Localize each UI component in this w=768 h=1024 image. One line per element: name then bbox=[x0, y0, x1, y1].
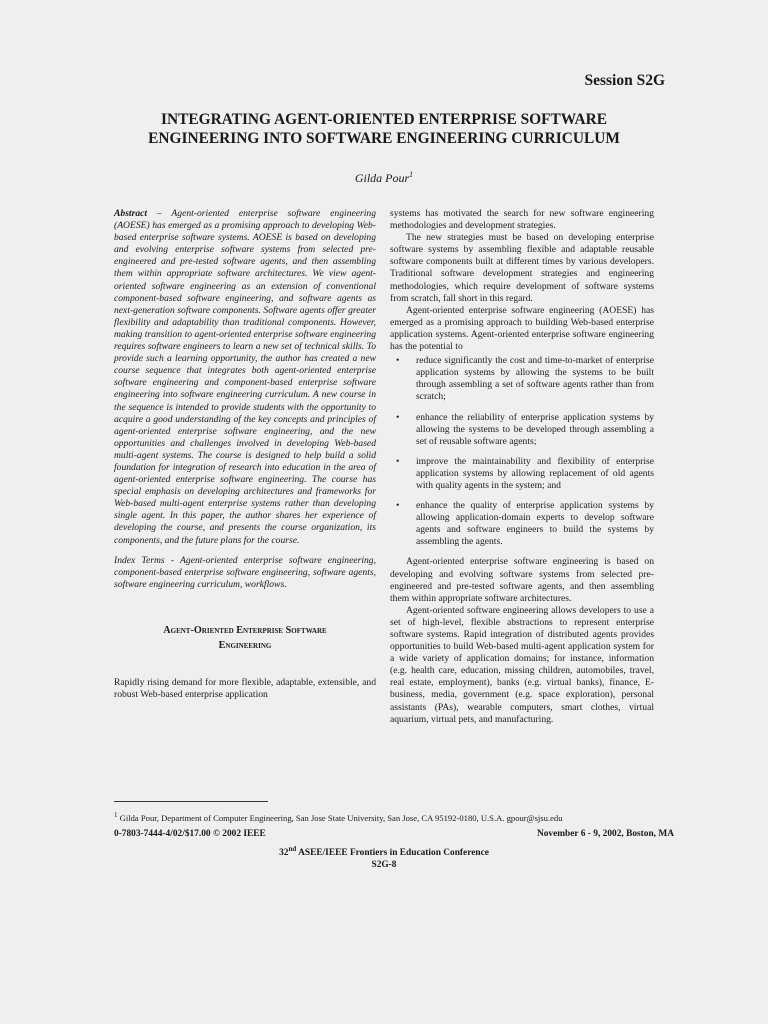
list-item bbox=[390, 456, 654, 492]
session-label: Session S2G bbox=[584, 72, 665, 89]
abstract-label-wrap bbox=[114, 208, 147, 219]
abstract bbox=[114, 208, 376, 547]
abstract-label: Abstract bbox=[114, 208, 148, 219]
right-column bbox=[390, 208, 654, 726]
footnote-divider bbox=[114, 801, 268, 802]
paper-title bbox=[100, 110, 668, 148]
paragraph-strategies: The new strategies must be based on developing enterprise software systems by assembling flexible and adaptable reusable software components built at different times by various developers. Traditional software development strategies and engineering methodologies, which require development of software systems from scratch, fall short in this regard. bbox=[390, 232, 654, 304]
list-item bbox=[390, 412, 654, 448]
index-terms: Index Terms - Agent-oriented enterprise software engineering, component-based enterprise software engineering, software agents, software engineering curriculum, workflows. bbox=[114, 554, 376, 590]
footer-line bbox=[114, 829, 674, 839]
footer-isbn: 0-7803-7444-4/02/$17.00 © 2002 IEEE bbox=[114, 829, 266, 839]
bullet-icon: • bbox=[396, 455, 400, 467]
left-column bbox=[114, 208, 376, 701]
abstract-text: – Agent-oriented enterprise software engineering (AOESE) has emerged as a promising approach to developing Web-based enterprise software systems. AOESE is based on developing and evolving enterprise software systems from selected pre-engineered and pre-tested software agents, and then assembling them within appropriate software architectures. We view agent-oriented software engineering as an extension of conventional component-based software engineering, and software agents as next-generation software components. Software agents offer greater flexibility and adaptability than traditional components. However, making transition to agent-oriented enterprise software engineering requires software engineers to learn a new set of technical skills. To provide such a learning opportunity, the author has created a new course sequence that integrates both agent-oriented enterprise software engineering and component-based enterprise software engineering into software engineering curriculum. A new course in the sequence is intended to provide students with the opportunity to acquire a good understanding of the key concepts and principles of agent-oriented enterprise software engineering, and the new opportunities and challenges involved in developing Web-based multi-agent systems. The course is designed to help build a solid foundation for integration of research into education in the area of agent-oriented enterprise software engineering. The course has special emphasis on developing architectures and frameworks for Web-based multi-agent enterprise systems rather than developing single agent. In this paper, the author shares her experience of developing the course, and presents the course organization, its components, and the future plans for the course. bbox=[114, 208, 376, 546]
bullet-icon: • bbox=[396, 355, 400, 367]
section-heading-line-2: Engineering bbox=[218, 639, 272, 651]
list-item bbox=[390, 500, 654, 548]
footer-date-location: November 6 - 9, 2002, Boston, MA bbox=[536, 829, 674, 839]
list-item bbox=[390, 355, 654, 403]
list-item-text: reduce significantly the cost and time-to-market of enterprise application systems by allowing the systems to be built through assembling a set of software agents rather than from scratch; bbox=[416, 355, 654, 403]
bullet-icon: • bbox=[396, 411, 400, 423]
author-footnote-marker: 1 bbox=[409, 170, 414, 179]
list-item-text: improve the maintainability and flexibility of enterprise application systems by allowing replacement of old agents with quality agents in the system; and bbox=[416, 455, 654, 491]
title-line-2: ENGINEERING INTO SOFTWARE ENGINEERING CURRICULUM bbox=[148, 130, 620, 147]
title-line-1: INTEGRATING AGENT-ORIENTED ENTERPRISE SOFTWARE bbox=[160, 111, 607, 128]
section-heading bbox=[114, 623, 376, 653]
paragraph-continued: systems has motivated the search for new software engineering methodologies and development strategies. bbox=[390, 208, 654, 232]
conference-ordinal-suffix: nd bbox=[288, 845, 297, 853]
author-byline bbox=[0, 170, 768, 186]
conference-name bbox=[0, 845, 768, 858]
potential-list bbox=[390, 355, 654, 548]
author-name: Gilda Pour bbox=[354, 171, 410, 185]
list-item-text: enhance the quality of enterprise application systems by allowing application-domain experts to develop software agents and software engineers to build the systems by assembling the agents. bbox=[416, 500, 654, 548]
footnote-text: Gilda Pour, Department of Computer Engineering, San Jose State University, San Jose, CA 95192-0180, U.S.A. gpour@sjsu.edu bbox=[117, 812, 563, 823]
footnote bbox=[114, 811, 674, 823]
footnote-marker: 1 bbox=[114, 811, 118, 819]
bullet-icon: • bbox=[396, 500, 400, 512]
conference-title: ASEE/IEEE Frontiers in Education Conference bbox=[296, 848, 489, 859]
paragraph-based-on: Agent-oriented enterprise software engineering is based on developing and evolving software systems from selected pre-engineered and pre-tested software agents, and then assembling them within appropriate software architectures. bbox=[390, 556, 654, 604]
intro-paragraph: Rapidly rising demand for more flexible, adaptable, extensible, and robust Web-based enterprise application bbox=[114, 676, 376, 700]
conference-ordinal: 32 bbox=[279, 848, 289, 859]
section-heading-line-1: Agent-Oriented Enterprise Software bbox=[163, 624, 327, 636]
page-number: S2G-8 bbox=[371, 860, 397, 870]
list-item-text: enhance the reliability of enterprise application systems by allowing the systems to be developed through assembling a set of reusable software agents; bbox=[416, 411, 654, 447]
paragraph-abstractions: Agent-oriented software engineering allows developers to use a set of high-level, flexible abstractions to represent enterprise software systems. Rapid integration of distributed agents provides opportunities to build Web-based multi-agent application system for a wide variety of application domains; for instance, information (e.g. health care, education, missing children, automobiles, travel, real estate, employment), banks (e.g. virtual banks), finance, E-business, media, government (e.g. space exploration), personal assistants (PAs), wearable computers, smart clothes, virtual aquarium, virtual pets, and manufacturing. bbox=[390, 604, 654, 725]
paragraph-aoese: Agent-oriented enterprise software engineering (AOESE) has emerged as a promising approach to building Web-based enterprise application systems. Agent-oriented enterprise software engineering has the potential to bbox=[390, 304, 654, 353]
